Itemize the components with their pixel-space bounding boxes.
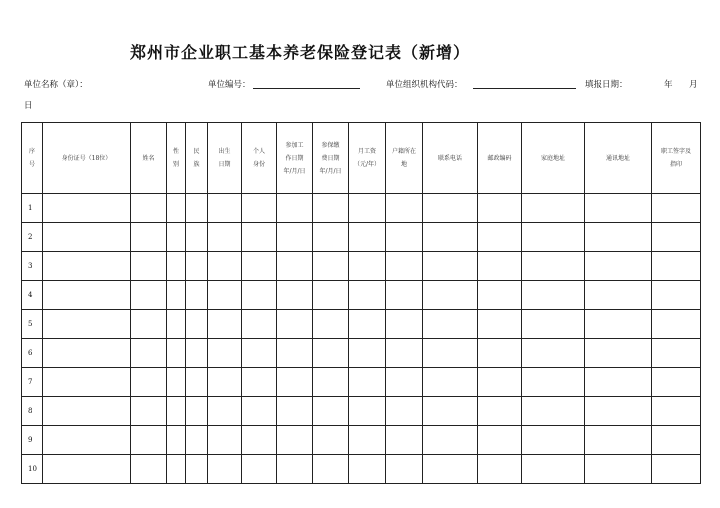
column-header-line: 作日期 (285, 154, 304, 162)
table-header-row (22, 123, 701, 194)
column-header-line: 身份 (252, 161, 265, 168)
table-cell[interactable] (208, 368, 242, 397)
unit-code-label: 单位编号： (208, 80, 251, 90)
column-header-line: （元/年） (353, 161, 381, 168)
row-number: 1 (22, 194, 43, 223)
table-cell[interactable] (277, 455, 313, 484)
org-code-field[interactable] (473, 88, 576, 89)
table-cell[interactable] (423, 397, 478, 426)
table-cell[interactable] (43, 252, 131, 281)
table-cell[interactable] (522, 397, 585, 426)
table-cell[interactable] (349, 281, 386, 310)
column-header (131, 123, 167, 194)
table-row (22, 455, 701, 484)
column-header-line: 参加工 (285, 141, 304, 149)
table-cell[interactable] (131, 281, 167, 310)
table-cell[interactable] (386, 252, 423, 281)
table-cell[interactable] (652, 252, 701, 281)
table-cell[interactable] (652, 223, 701, 252)
row-number: 7 (22, 368, 43, 397)
table-body (22, 194, 701, 484)
table-row (22, 426, 701, 455)
table-cell[interactable] (277, 194, 313, 223)
table-cell[interactable] (652, 339, 701, 368)
table-cell[interactable] (349, 397, 386, 426)
table-cell[interactable] (585, 194, 652, 223)
table-cell[interactable] (242, 281, 277, 310)
table-cell[interactable] (652, 194, 701, 223)
column-header-line: 地 (400, 161, 407, 168)
column-header (242, 123, 277, 194)
column-header-line: 指印 (669, 161, 682, 168)
year-label: 年 (664, 80, 673, 90)
table-cell[interactable] (186, 223, 208, 252)
table-cell[interactable] (585, 397, 652, 426)
table-cell[interactable] (313, 426, 349, 455)
table-cell[interactable] (522, 194, 585, 223)
table-cell[interactable] (208, 252, 242, 281)
table-cell[interactable] (208, 194, 242, 223)
table-cell[interactable] (43, 426, 131, 455)
table-cell[interactable] (652, 455, 701, 484)
registration-table (21, 122, 701, 484)
table-cell[interactable] (478, 426, 522, 455)
table-cell[interactable] (349, 368, 386, 397)
table-cell[interactable] (186, 455, 208, 484)
row-number: 9 (22, 426, 43, 455)
table-cell[interactable] (43, 223, 131, 252)
column-header-line: 费日期 (321, 154, 340, 162)
table-cell[interactable] (43, 281, 131, 310)
table-cell[interactable] (131, 252, 167, 281)
column-header (522, 123, 585, 194)
table-cell[interactable] (349, 310, 386, 339)
table-cell[interactable] (349, 223, 386, 252)
column-header (585, 123, 652, 194)
table-cell[interactable] (167, 339, 186, 368)
table-cell[interactable] (186, 194, 208, 223)
table-cell[interactable] (423, 281, 478, 310)
table-row (22, 223, 701, 252)
table-cell[interactable] (167, 281, 186, 310)
table-cell[interactable] (478, 252, 522, 281)
table-cell[interactable] (423, 194, 478, 223)
column-header (652, 123, 701, 194)
table-cell[interactable] (242, 455, 277, 484)
column-header-line: 日期 (218, 161, 231, 168)
column-header-line: 邮政编码 (487, 154, 512, 162)
table-cell[interactable] (208, 426, 242, 455)
table-cell[interactable] (313, 339, 349, 368)
column-header-line: 民 (193, 148, 200, 155)
table-cell[interactable] (131, 310, 167, 339)
table-cell[interactable] (585, 368, 652, 397)
table-cell[interactable] (652, 368, 701, 397)
column-header-line: 年/月/日 (283, 167, 306, 175)
row-number: 4 (22, 281, 43, 310)
table-cell[interactable] (386, 281, 423, 310)
column-header (349, 123, 386, 194)
unit-name-label: 单位名称（章）： (24, 80, 88, 90)
table-cell[interactable] (242, 397, 277, 426)
table-cell[interactable] (208, 397, 242, 426)
table-cell[interactable] (242, 339, 277, 368)
row-number: 2 (22, 223, 43, 252)
table-cell[interactable] (167, 310, 186, 339)
table-cell[interactable] (478, 455, 522, 484)
table-cell[interactable] (277, 252, 313, 281)
table-cell[interactable] (522, 252, 585, 281)
table-cell[interactable] (585, 223, 652, 252)
column-header-line: 身份证号（18位） (61, 154, 112, 162)
table-cell[interactable] (43, 310, 131, 339)
table-cell[interactable] (43, 455, 131, 484)
row-number: 8 (22, 397, 43, 426)
table-cell[interactable] (43, 397, 131, 426)
column-header (186, 123, 208, 194)
page-title: 郑州市企业职工基本养老保险登记表（新增） (129, 43, 470, 62)
table-cell[interactable] (131, 194, 167, 223)
table-cell[interactable] (478, 310, 522, 339)
table-cell[interactable] (386, 339, 423, 368)
column-header-line: 性 (172, 148, 179, 155)
table-row (22, 397, 701, 426)
table-cell[interactable] (167, 426, 186, 455)
column-header (386, 123, 423, 194)
table-cell[interactable] (277, 310, 313, 339)
table-cell[interactable] (167, 455, 186, 484)
table-cell[interactable] (242, 426, 277, 455)
column-header-line: 户籍所在 (391, 148, 416, 155)
table-cell[interactable] (186, 339, 208, 368)
table-cell[interactable] (522, 368, 585, 397)
table-cell[interactable] (386, 397, 423, 426)
table-cell[interactable] (208, 310, 242, 339)
table-cell[interactable] (186, 368, 208, 397)
table-cell[interactable] (186, 252, 208, 281)
column-header-line: 通讯地址 (605, 154, 630, 162)
table-cell[interactable] (131, 339, 167, 368)
column-header (22, 123, 43, 194)
table-cell[interactable] (167, 252, 186, 281)
table-cell[interactable] (386, 455, 423, 484)
table-cell[interactable] (478, 368, 522, 397)
row-number: 5 (22, 310, 43, 339)
table-cell[interactable] (242, 223, 277, 252)
table-cell[interactable] (585, 281, 652, 310)
column-header-line: 别 (172, 161, 179, 168)
table-cell[interactable] (423, 426, 478, 455)
table-cell[interactable] (43, 339, 131, 368)
table-cell[interactable] (522, 223, 585, 252)
table-cell[interactable] (478, 339, 522, 368)
table-row (22, 194, 701, 223)
column-header-line: 家庭地址 (540, 154, 565, 162)
table-cell[interactable] (585, 252, 652, 281)
table-cell[interactable] (186, 310, 208, 339)
table-cell[interactable] (478, 194, 522, 223)
table-row (22, 310, 701, 339)
table-cell[interactable] (277, 339, 313, 368)
table-cell[interactable] (652, 426, 701, 455)
table-cell[interactable] (313, 368, 349, 397)
table-cell[interactable] (242, 252, 277, 281)
table-cell[interactable] (313, 455, 349, 484)
table-cell[interactable] (313, 397, 349, 426)
table-cell[interactable] (423, 368, 478, 397)
column-header (208, 123, 242, 194)
column-header (167, 123, 186, 194)
table-cell[interactable] (131, 455, 167, 484)
table-cell[interactable] (652, 397, 701, 426)
day-label: 日 (24, 101, 33, 111)
table-cell[interactable] (313, 194, 349, 223)
table-row (22, 368, 701, 397)
table-cell[interactable] (313, 310, 349, 339)
table-cell[interactable] (349, 455, 386, 484)
table-row (22, 281, 701, 310)
table-cell[interactable] (208, 455, 242, 484)
column-header-line: 姓名 (142, 154, 155, 162)
table-cell[interactable] (131, 426, 167, 455)
table-cell[interactable] (131, 223, 167, 252)
table-cell[interactable] (522, 310, 585, 339)
table-cell[interactable] (208, 339, 242, 368)
table-cell[interactable] (423, 455, 478, 484)
table-cell[interactable] (522, 455, 585, 484)
table-cell[interactable] (167, 194, 186, 223)
column-header (43, 123, 131, 194)
column-header-line: 参保缴 (321, 141, 340, 149)
column-header (277, 123, 313, 194)
table-cell[interactable] (423, 223, 478, 252)
table-cell[interactable] (277, 223, 313, 252)
table-cell[interactable] (313, 281, 349, 310)
row-number: 10 (22, 455, 43, 484)
table-cell[interactable] (242, 368, 277, 397)
column-header-line: 号 (28, 161, 35, 168)
table-cell[interactable] (242, 194, 277, 223)
column-header (423, 123, 478, 194)
table-cell[interactable] (386, 368, 423, 397)
table-row (22, 339, 701, 368)
table-cell[interactable] (349, 252, 386, 281)
table-cell[interactable] (313, 223, 349, 252)
table-cell[interactable] (242, 310, 277, 339)
table-cell[interactable] (585, 455, 652, 484)
month-label: 月 (689, 80, 698, 90)
table-cell[interactable] (186, 397, 208, 426)
column-header-line: 年/月/日 (319, 167, 342, 175)
table-cell[interactable] (522, 426, 585, 455)
unit-code-field[interactable] (253, 88, 360, 89)
table-cell[interactable] (478, 223, 522, 252)
table-cell[interactable] (349, 194, 386, 223)
table-cell[interactable] (277, 368, 313, 397)
column-header-line: 联系电话 (437, 154, 462, 162)
table-cell[interactable] (478, 397, 522, 426)
table-cell[interactable] (277, 397, 313, 426)
table-cell[interactable] (652, 310, 701, 339)
table-cell[interactable] (131, 397, 167, 426)
table-cell[interactable] (423, 310, 478, 339)
table-cell[interactable] (43, 368, 131, 397)
column-header-line: 职工签字及 (660, 148, 691, 155)
row-number: 3 (22, 252, 43, 281)
table-cell[interactable] (313, 252, 349, 281)
table-cell[interactable] (386, 426, 423, 455)
table-cell[interactable] (585, 426, 652, 455)
table-cell[interactable] (167, 397, 186, 426)
table-cell[interactable] (386, 223, 423, 252)
column-header (313, 123, 349, 194)
row-number: 6 (22, 339, 43, 368)
table-cell[interactable] (208, 281, 242, 310)
column-header-line: 个人 (252, 148, 265, 155)
table-cell[interactable] (386, 310, 423, 339)
table-cell[interactable] (208, 223, 242, 252)
column-header (478, 123, 522, 194)
table-cell[interactable] (522, 281, 585, 310)
table-cell[interactable] (386, 194, 423, 223)
table-cell[interactable] (277, 426, 313, 455)
table-cell[interactable] (585, 310, 652, 339)
table-row (22, 252, 701, 281)
table-cell[interactable] (167, 368, 186, 397)
table-cell[interactable] (43, 194, 131, 223)
table-cell[interactable] (167, 223, 186, 252)
fill-date-label: 填报日期： (585, 80, 628, 90)
table-cell[interactable] (349, 426, 386, 455)
table-cell[interactable] (652, 281, 701, 310)
table-cell[interactable] (423, 252, 478, 281)
table-cell[interactable] (522, 339, 585, 368)
table-cell[interactable] (423, 339, 478, 368)
column-header-line: 出生 (218, 148, 231, 155)
table-cell[interactable] (585, 339, 652, 368)
table-cell[interactable] (186, 426, 208, 455)
column-header-line: 月工资 (357, 148, 376, 155)
table-cell[interactable] (277, 281, 313, 310)
table-cell[interactable] (131, 368, 167, 397)
table-cell[interactable] (478, 281, 522, 310)
column-header-line: 族 (193, 161, 200, 168)
column-header-line: 序 (28, 148, 35, 155)
table-cell[interactable] (349, 339, 386, 368)
table-cell[interactable] (186, 281, 208, 310)
org-code-label: 单位组织机构代码： (386, 80, 463, 90)
